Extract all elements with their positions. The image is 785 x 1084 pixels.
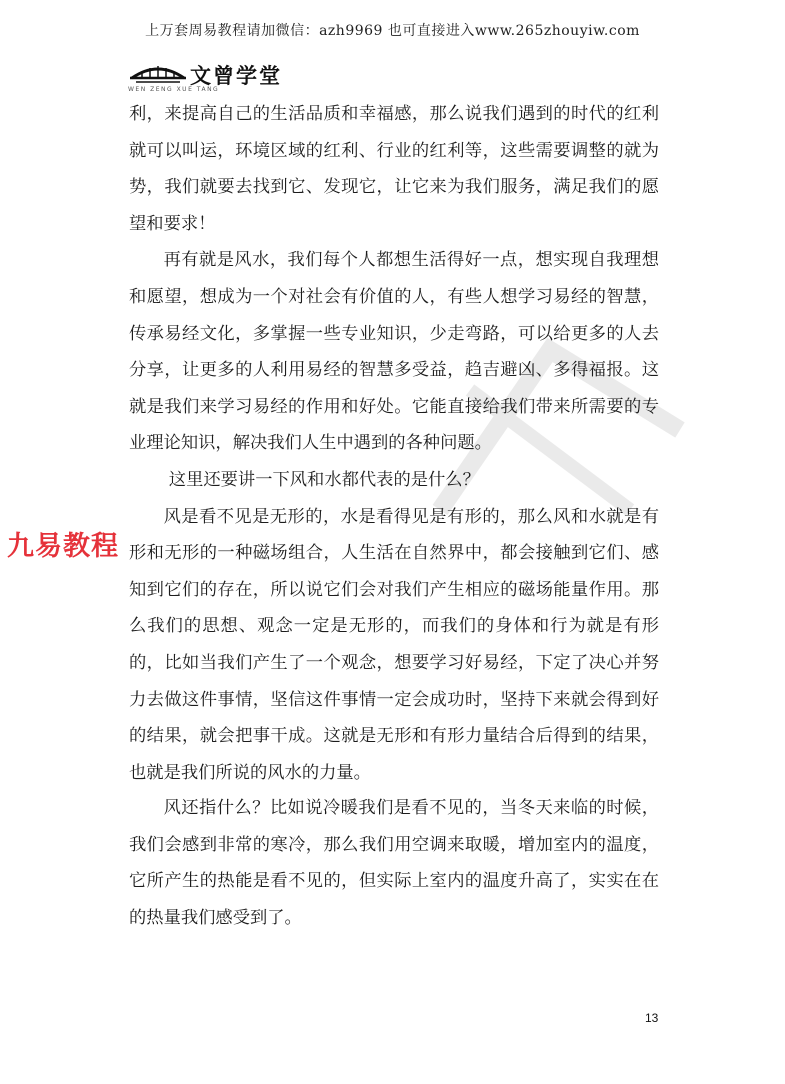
question-line: 这里还要讲一下风和水都代表的是什么？ (168, 469, 480, 490)
logo-text: 文曾学堂 (190, 64, 282, 88)
paragraph: 风还指什么？比如说冷暖我们是看不见的，当冬天来临的时候，我们会感到非常的寒冷，那么我们用空调来取暖，增加室内的温度，它所产生的热能是看不见的，但实际上室内的温度升高了，实实在在的热量我们感受到了。 (129, 798, 659, 928)
page-number: 13 (645, 1011, 659, 1025)
top-banner: 上万套周易教程请加微信：azh9969 也可直接进入www.265zhouyiw.com (145, 23, 640, 39)
main-text-block (129, 96, 659, 791)
secondary-text-block (129, 790, 659, 936)
watermark-label: 九易教程 (7, 531, 119, 562)
logo (128, 58, 298, 98)
paragraph: 再有就是风水，我们每个人都想生活得好一点，想实现自我理想和愿望，想成为一个对社会有价值的人，有些人想学习易经的智慧，传承易经文化，多掌握一些专业知识，少走弯路，可以给更多的人去分享，让更多的人利用易经的智慧多受益，趋吉避凶、多得福报。这就是我们来学习易经的作用和好处。它能直接给我们带来所需要的专业理论知识，解决我们人生中遇到的各种问题。 (129, 250, 659, 454)
paragraph: 风是看不见是无形的，水是看得见是有形的，那么风和水就是有形和无形的一种磁场组合，人生活在自然界中，都会接触到它们、感知到它们的存在，所以说它们会对我们产生相应的磁场能量作用。那么我们的思想、观念一定是无形的，而我们的身体和行为就是有形的，比如当我们产生了一个观念，想要学习好易经，下定了决心并努力去做这件事情，坚信这件事情一定会成功时，坚持下来就会得到好的结果，就会把事干成。这就是无形和有形力量结合后得到的结果，也就是我们所说的风水的力量。 (129, 506, 659, 783)
paragraph: 利，来提高自己的生活品质和幸福感，那么说我们遇到的时代的红利就可以叫运，环境区域的红利、行业的红利等，这些需要调整的就为势，我们就要去找到它、发现它，让它来为我们服务，满足我们的愿望和要求！ (129, 104, 659, 234)
logo-subtext: WEN ZENG XUE TANG (128, 86, 220, 93)
